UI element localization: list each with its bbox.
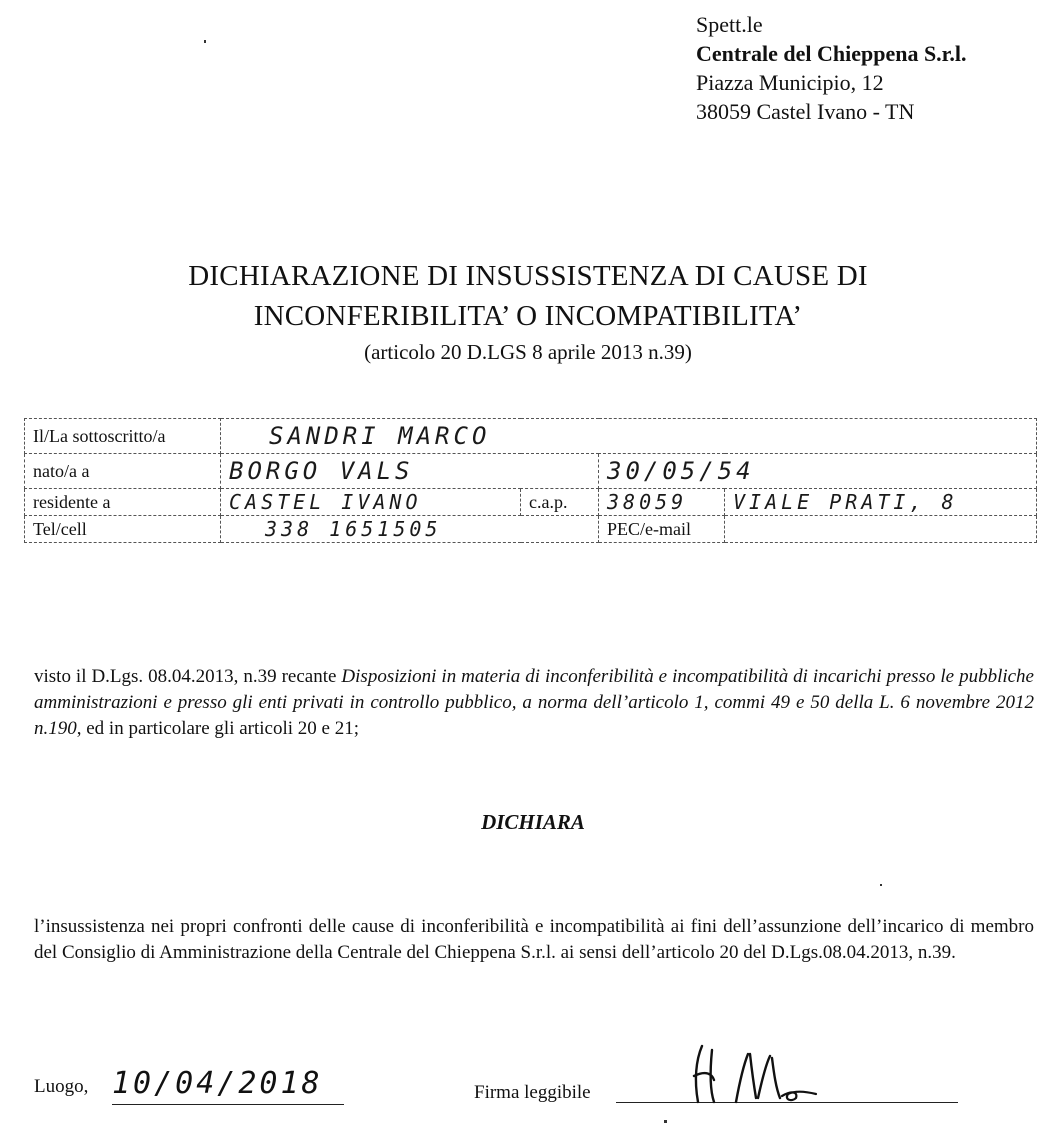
pec-label: PEC/e-mail [599, 516, 725, 543]
declaration-paragraph: l’insussistenza nei propri confronti delle cause di inconferibilità e incompatibilità ai fini dell’assunzione dell’incarico di membro del Consiglio di Amministrazione della Centrale del Chieppena S.r.l. ai sensi dell’articolo 20 del D.Lgs.08.04.2013, n.39. [34, 916, 1034, 963]
nato-place-field[interactable] [221, 454, 599, 489]
nato-label: nato/a a [25, 454, 221, 489]
table-row [25, 454, 1037, 489]
address-field[interactable] [725, 489, 1037, 516]
premise-paragraph [34, 664, 1034, 742]
sottoscritto-value: SANDRI MARCO [269, 422, 491, 450]
title-line-1: DICHIARAZIONE DI INSUSSISTENZA DI CAUSE DI [188, 260, 868, 292]
premise-law-title: Disposizioni in materia di inconferibilità e incompatibilità di incarichi presso le pubbliche amministrazioni e presso gli enti privati in controllo pubblico, a norma dell’articolo 1, commi 49 e 50 della L. 6 novembre 2012 n.190 [34, 666, 1034, 739]
luogo-label: Luogo, [34, 1076, 89, 1097]
sottoscritto-field[interactable] [221, 419, 1037, 454]
title-line-2: INCONFERIBILITA’ O INCOMPATIBILITA’ [253, 300, 803, 332]
addressee-salutation: Spett.le [696, 12, 763, 37]
handwritten-signature [684, 1040, 854, 1110]
cap-value: 38059 [607, 490, 688, 514]
addressee-company: Centrale del Chieppena S.r.l. [696, 41, 967, 66]
table-row [25, 516, 1037, 543]
luogo-date-field[interactable]: 10/04/2018 [112, 1064, 344, 1105]
cap-label: c.a.p. [521, 489, 599, 516]
tel-field[interactable] [221, 516, 599, 543]
tel-label: Tel/cell [25, 516, 221, 543]
cap-field[interactable] [599, 489, 725, 516]
address-value: VIALE PRATI, 8 [733, 490, 958, 514]
declaration-heading: DICHIARA [481, 810, 585, 834]
tel-value: 338 1651505 [265, 517, 442, 541]
scan-speck [880, 884, 882, 886]
scan-speck [664, 1120, 667, 1123]
nato-place-value: BORGO VALS [229, 457, 414, 485]
addressee-street: Piazza Municipio, 12 [696, 70, 884, 95]
residente-field[interactable] [221, 489, 521, 516]
document-title [0, 256, 1056, 366]
premise-end: , ed in particolare gli articoli 20 e 21; [76, 718, 360, 739]
nato-date-value: 30/05/54 [607, 457, 755, 485]
personal-data-table [24, 418, 1037, 543]
title-subtitle: (articolo 20 D.LGS 8 aprile 2013 n.39) [364, 340, 692, 364]
table-row [25, 489, 1037, 516]
scan-speck [204, 40, 206, 43]
addressee-block [696, 10, 967, 126]
sottoscritto-label: Il/La sottoscritto/a [25, 419, 221, 454]
residente-label: residente a [25, 489, 221, 516]
addressee-city: 38059 Castel Ivano - TN [696, 99, 915, 124]
premise-intro: visto il D.Lgs. 08.04.2013, n.39 recante [34, 666, 342, 687]
pec-field[interactable] [725, 516, 1037, 543]
residente-value: CASTEL IVANO [229, 490, 422, 514]
nato-date-field[interactable] [599, 454, 1037, 489]
table-row [25, 419, 1037, 454]
firma-label: Firma leggibile [474, 1082, 591, 1103]
